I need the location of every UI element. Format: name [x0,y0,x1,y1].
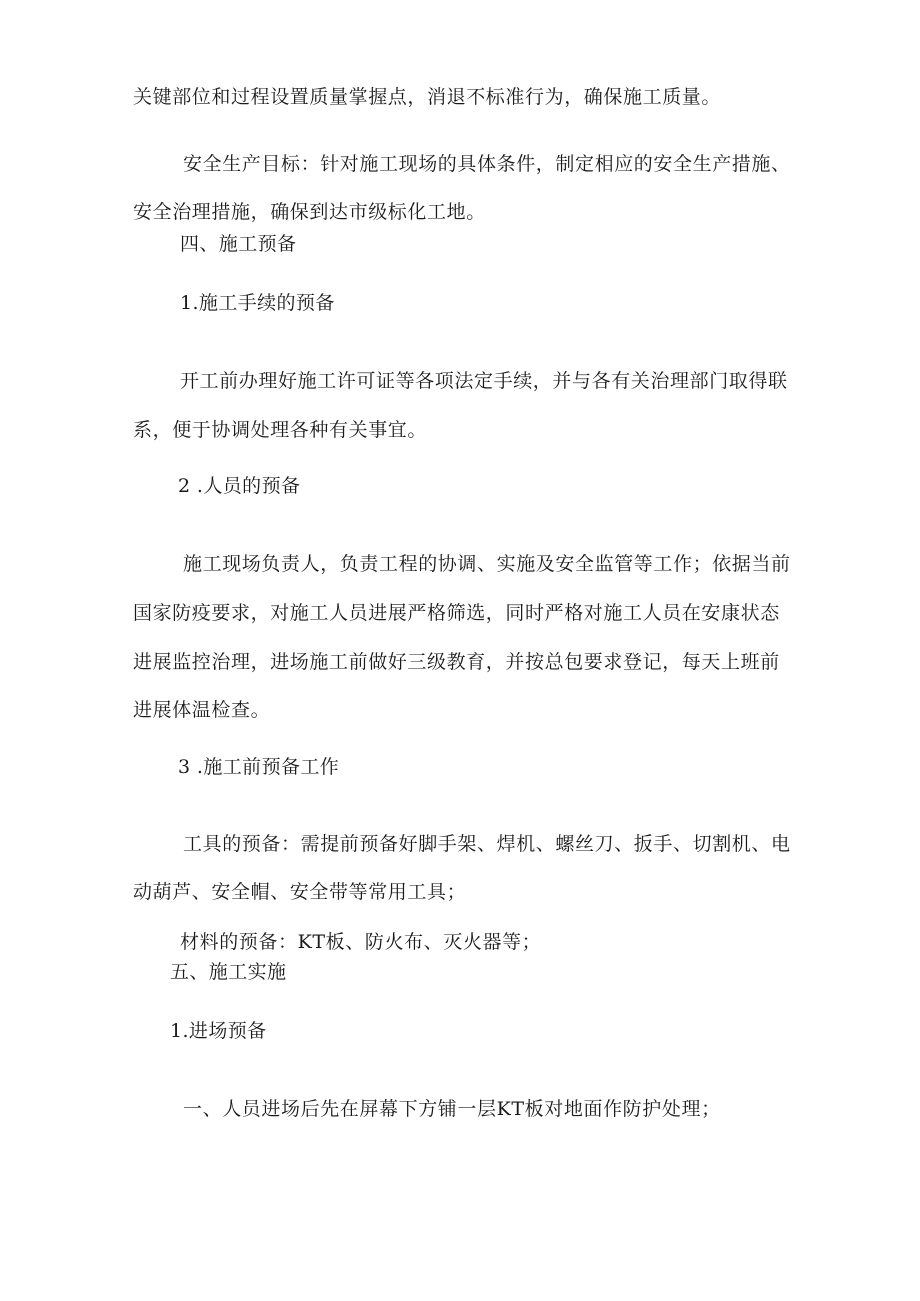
paragraph-line: 关键部位和过程设置质量掌握点，消退不标准行为，确保施工质量。 [133,86,722,108]
subsection-heading: 1.施工手续的预备 [180,292,335,314]
paragraph-line: 进展体温检查。 [133,699,271,721]
paragraph-line: 安全生产目标：针对施工现场的具体条件，制定相应的安全生产措施、 [183,153,791,175]
paragraph-line: 动葫芦、安全帽、安全带等常用工具； [133,881,467,903]
paragraph-line: 工具的预备：需提前预备好脚手架、焊机、螺丝刀、扳手、切割机、电 [183,833,791,855]
subsection-heading: 3 .施工前预备工作 [178,756,340,778]
section-heading: 五、施工实施 [170,961,287,983]
subsection-heading: 2 .人员的预备 [178,475,301,497]
paragraph-line: 国家防疫要求，对施工人员进展严格筛选，同时严格对施工人员在安康状态 [133,602,780,624]
paragraph-line: 开工前办理好施工许可证等各项法定手续，并与各有关治理部门取得联 [180,370,788,392]
paragraph-line: 进展监控治理，进场施工前做好三级教育，并按总包要求登记，每天上班前 [133,651,780,673]
paragraph-line: 系，便于协调处理各种有关事宜。 [133,419,428,441]
section-heading: 四、施工预备 [180,233,297,255]
paragraph-line: 安全治理措施，确保到达市级标化工地。 [133,201,486,223]
paragraph-line: 材料的预备：KT板、防火布、灭火器等； [180,931,542,953]
paragraph-line: 施工现场负责人，负责工程的协调、实施及安全监管等工作；依据当前 [183,553,791,575]
paragraph-line: 一、人员进场后先在屏幕下方铺一层KT板对地面作防护处理； [183,1098,721,1120]
subsection-heading: 1.进场预备 [170,1020,267,1042]
